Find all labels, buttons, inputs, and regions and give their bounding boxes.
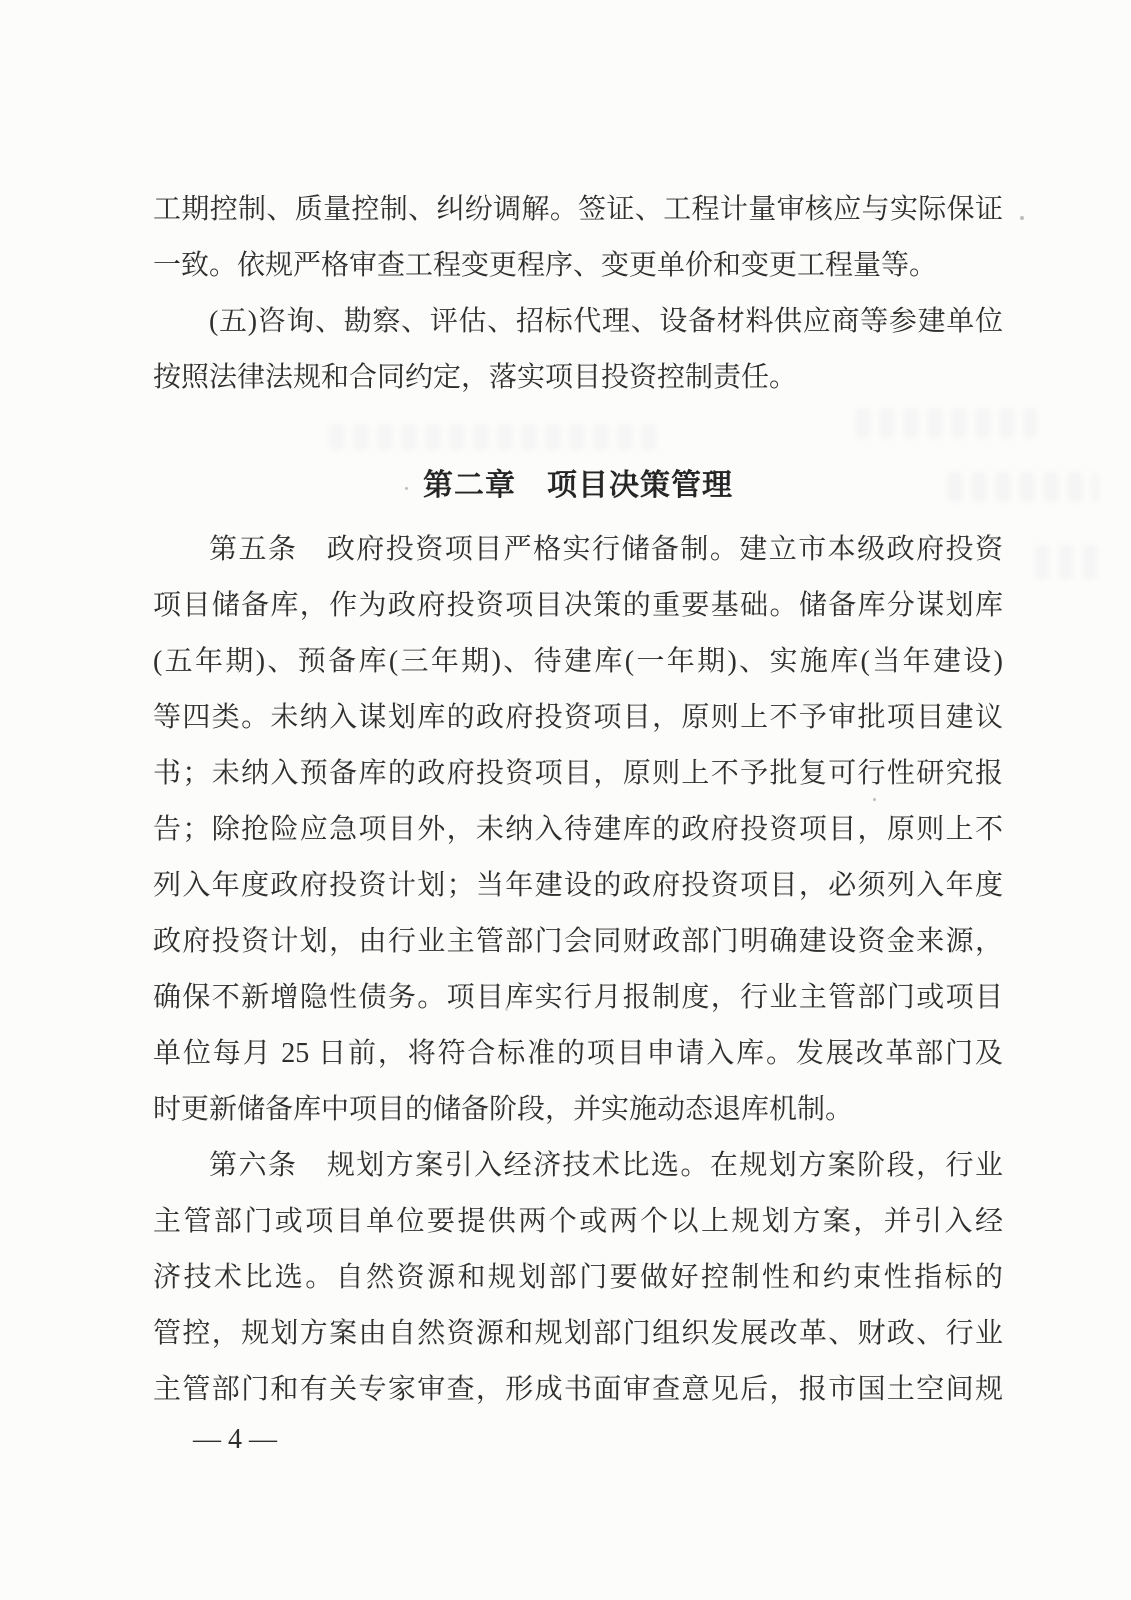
text-line: 主管部门和有关专家审查，形成书面审查意见后，报市国土空间规 [153, 1374, 1003, 1405]
chapter-heading: 第二章 项目决策管理 [423, 469, 733, 502]
text-line: 告；除抢险应急项目外，未纳入待建库的政府投资项目，原则上不 [153, 814, 1003, 845]
text-line: 列入年度政府投资计划；当年建设的政府投资项目，必须列入年度 [153, 870, 1003, 901]
text-line: 管控，规划方案由自然资源和规划部门组织发展改革、财政、行业 [153, 1318, 1003, 1349]
text-line: 第五条 政府投资项目严格实行储备制。建立市本级政府投资 [209, 534, 1003, 565]
text-line: 单位每月 25 日前，将符合标准的项目申请入库。发展改革部门及 [153, 1038, 1003, 1069]
text-line: 确保不新增隐性债务。项目库实行月报制度，行业主管部门或项目 [153, 982, 1003, 1013]
text-line: 第六条 规划方案引入经济技术比选。在规划方案阶段，行业 [209, 1150, 1003, 1181]
text-line: 按照法律法规和合同约定，落实项目投资控制责任。 [153, 362, 798, 393]
paragraph [153, 522, 1003, 1138]
text-line: 书；未纳入预备库的政府投资项目，原则上不予批复可行性研究报 [153, 758, 1003, 789]
paragraph [153, 294, 1003, 406]
page-number-text: — 4 — [193, 1424, 277, 1455]
text-line: (五年期)、预备库(三年期)、待建库(一年期)、实施库(当年建设) [153, 646, 1003, 677]
text-line: 一致。依规严格审查工程变更程序、变更单价和变更工程量等。 [153, 250, 938, 281]
page-number [193, 1414, 277, 1466]
paragraph [153, 182, 1003, 294]
text-line: 等四类。未纳入谋划库的政府投资项目，原则上不予审批项目建议 [153, 702, 1003, 733]
text-line: 项目储备库，作为政府投资项目决策的重要基础。储备库分谋划库 [153, 590, 1003, 621]
paragraph [153, 1138, 1003, 1418]
text-line: 主管部门或项目单位要提供两个或两个以上规划方案，并引入经 [153, 1206, 1003, 1237]
document-content [153, 182, 1003, 1418]
text-line: 济技术比选。自然资源和规划部门要做好控制性和约束性指标的 [153, 1262, 1003, 1293]
scan-speck [1020, 216, 1024, 220]
text-line: 政府投资计划，由行业主管部门会同财政部门明确建设资金来源， [153, 926, 1003, 957]
bleed-through-artifact [1035, 545, 1103, 579]
text-line: 工期控制、质量控制、纠纷调解。签证、工程计量审核应与实际保证 [153, 194, 1003, 225]
text-line: (五)咨询、勘察、评估、招标代理、设备材料供应商等参建单位 [209, 306, 1003, 337]
text-line: 时更新储备库中项目的储备阶段，并实施动态退库机制。 [153, 1094, 854, 1125]
